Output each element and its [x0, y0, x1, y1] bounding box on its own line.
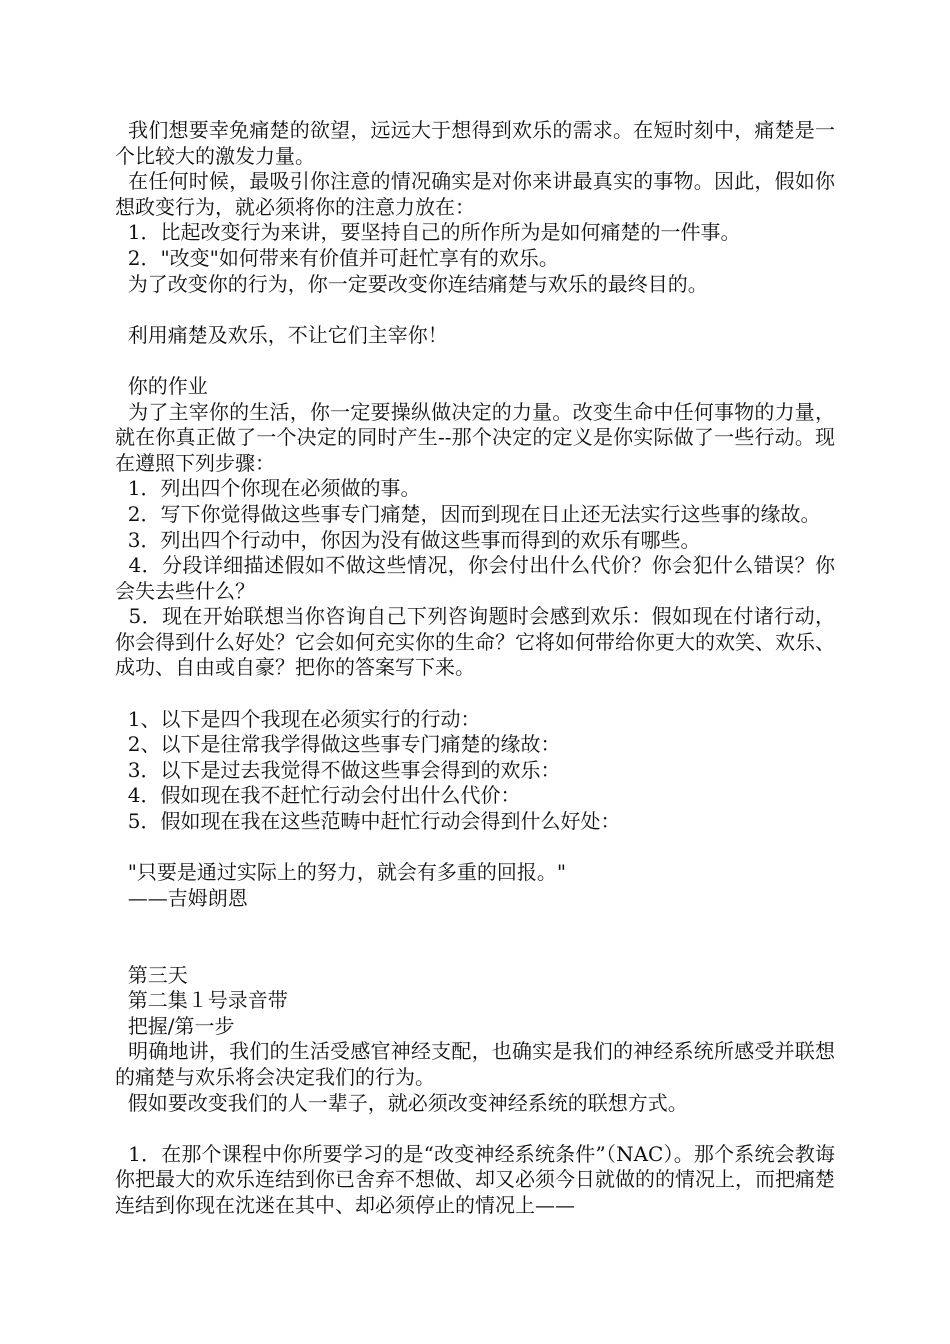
list-item: 4．分段详细描述假如不做这些情况，你会付出什么代价？你会犯什么错误？你会失去些什么？	[115, 553, 835, 603]
spacer	[115, 348, 835, 374]
paragraph: 为了主宰你的生活，你一定要操纵做决定的力量。改变生命中任何事物的力量，就在你真正做了一个决定的同时产生--那个决定的定义是你实际做了一些行动。现在遵照下列步骤：	[115, 399, 836, 475]
list-item: 3．列出四个行动中，你因为没有做这些事而得到的欢乐有哪些。	[115, 527, 701, 552]
list-item: 2．"改变"如何带来有价值并可赶忙享有的欢乐。	[115, 245, 559, 270]
paragraph: 假如要改变我们的人一辈子，就必须改变神经系统的联想方式。	[115, 1090, 688, 1115]
section-heading: 你的作业	[115, 373, 208, 398]
paragraph: 利用痛楚及欢乐，不让它们主宰你！	[115, 322, 448, 347]
list-item: 2、以下是往常我学得做这些事专门痛楚的缘故：	[115, 732, 561, 757]
paragraph: 在任何时候，最吸引你注意的情况确实是对你来讲最真实的事物。因此，假如你想政变行为，就必须将你的注意力放在：	[115, 169, 836, 219]
section-subheading: 第二集１号录音带	[115, 988, 288, 1013]
list-item: 2．写下你觉得做这些事专门痛楚，因而到现在日止还无法实行这些事的缘故。	[115, 501, 821, 526]
list-item: 3．以下是过去我觉得不做这些事会得到的欢乐：	[115, 757, 561, 782]
section-subheading: 把握/第一步	[115, 1013, 235, 1038]
list-item: 4．假如现在我不赶忙行动会付出什么代价：	[115, 783, 521, 808]
spacer	[115, 835, 835, 861]
list-item: 1．在那个课程中你所要学习的是“改变神经系统条件”（NAC）。那个系统会教诲你把最大的欢乐连结到你已舍弃不想做、却又必须今日就做的的情况上，而把痛楚连结到你现在沈迷在其中、却必须停止的情况上——	[115, 1141, 836, 1217]
paragraph: 明确地讲，我们的生活受感官神经支配，也确实是我们的神经系统所感受并联想的痛楚与欢乐将会决定我们的行为。	[115, 1039, 836, 1089]
paragraph: 为了改变你的行为，你一定要改变你连结痛楚与欢乐的最终目的。	[115, 271, 708, 296]
list-item: 5．假如现在我在这些范畴中赶忙行动会得到什么好处：	[115, 809, 621, 834]
spacer	[115, 911, 835, 962]
quote-attribution: ——吉姆朗恩	[115, 885, 248, 910]
document-page	[115, 118, 835, 1219]
quote: "只要是通过实际上的努力，就会有多重的回报。"	[115, 860, 567, 885]
list-item: 5．现在开始联想当你咨询自己下列咨询题时会感到欢乐：假如现在付诸行动，你会得到什么好处？它会如何充实你的生命？它将如何带给你更大的欢笑、欢乐、成功、自由或自豪？把你的答案写下来。	[115, 604, 835, 680]
list-item: 1．比起改变行为来讲，要坚持自己的所作所为是如何痛楚的一件事。	[115, 220, 741, 245]
spacer	[115, 681, 835, 707]
list-item: 1．列出四个你现在必须做的事。	[115, 476, 421, 501]
paragraph: 我们想要幸免痛楚的欲望，远远大于想得到欢乐的需求。在短时刻中，痛楚是一个比较大的激发力量。	[115, 118, 836, 168]
spacer	[115, 1116, 835, 1142]
list-item: 1、以下是四个我现在必须实行的行动：	[115, 706, 481, 731]
spacer	[115, 297, 835, 323]
section-heading: 第三天	[115, 962, 188, 987]
